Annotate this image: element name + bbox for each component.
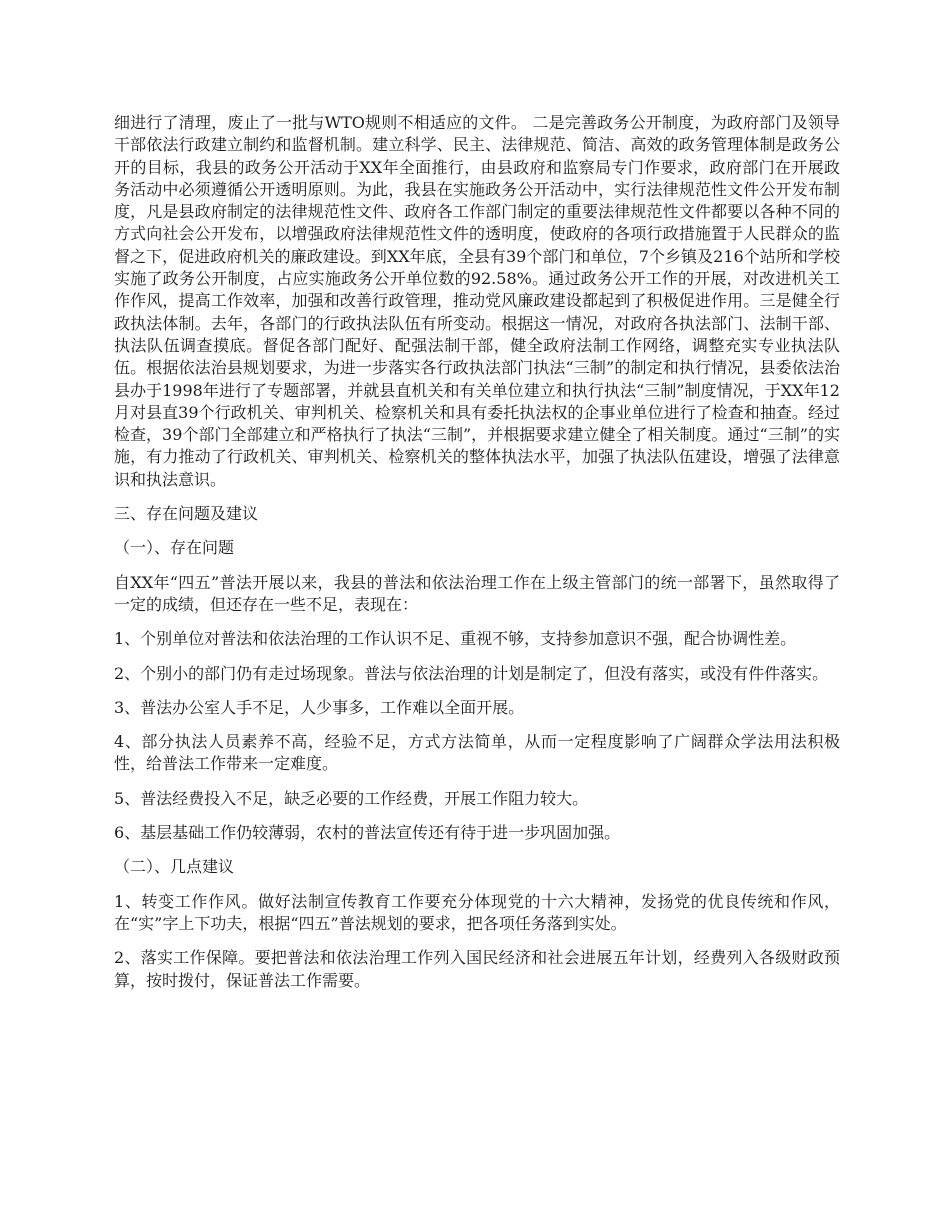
list-item: 6、基层基础工作仍较薄弱，农村的普法宣传还有待于进一步巩固加强。 bbox=[114, 823, 621, 843]
subsection-heading: （二）、几点建议 bbox=[114, 857, 235, 877]
list-item: 2、个别小的部门仍有走过场现象。普法与依法治理的计划是制定了，但没有落实，或没有件件落实。 bbox=[114, 663, 829, 683]
list-item: 1、转变工作作风。做好法制宣传教育工作要充分体现党的十六大精神，发扬党的优良传统和作风，在“实”字上下功夫，根据“四五”普法规划的要求，把各项任务落到实处。 bbox=[114, 891, 840, 933]
section-heading: 三、存在问题及建议 bbox=[114, 504, 259, 524]
list-item: 5、普法经费投入不足，缺乏必要的工作经费，开展工作阻力较大。 bbox=[114, 788, 589, 808]
body-paragraph: 自XX年“四五”普法开展以来，我县的普法和依法治理工作在上级主管部门的统一部署下，虽然取得了一定的成绩，但还存在一些不足，表现在： bbox=[114, 572, 840, 614]
list-item: 4、部分执法人员素养不高，经验不足，方式方法简单，从而一定程度影响了广阔群众学法用法积极性，给普法工作带来一定难度。 bbox=[114, 732, 840, 774]
list-item: 3、普法办公室人手不足，人少事多，工作难以全面开展。 bbox=[114, 697, 525, 717]
list-item: 2、落实工作保障。要把普法和依法治理工作列入国民经济和社会进展五年计划，经费列入各级财政预算，按时拨付，保证普法工作需要。 bbox=[114, 948, 840, 990]
body-paragraph: 细进行了清理，废止了一批与WTO规则不相适应的文件。 二是完善政务公开制度，为政府部门及领导干部依法行政建立制约和监督机制。建立科学、民主、法律规范、简洁、高效的政务管理体制是政务公开的目标，我县的政务公开活动于XX年全面推行，由县政府和监察局专门作要求，政府部门在开展政务活动中必须遵循公开透明原则。为此，我县在实施政务公开活动中，实行法律规范性文件公开发布制度，凡是县政府制定的法律规范性文件、政府各工作部门制定的重要法律规范性文件都要以各种不同的方式向社会公开发布，以增强政府法律规范性文件的透明度，使政府的各项行政措施置于人民群众的监督之下，促进政府机关的廉政建设。到XX年底，全县有39个部门和单位，7个乡镇及216个站所和学校实施了政务公开制度，占应实施政务公开单位数的92.58%。通过政务公开工作的开展，对改进机关工作作风，提高工作效率，加强和改善行政管理，推动党风廉政建设都起到了积极促进作用。三是健全行政执法体制。去年，各部门的行政执法队伍有所变动。根据这一情况，对政府各执法部门、法制干部、执法队伍调查摸底。督促各部门配好、配强法制干部，健全政府法制工作网络，调整充实专业执法队伍。根据依法治县规划要求，为进一步落实各行政执法部门执法“三制”的制定和执行情况，县委依法治县办于1998年进行了专题部署，并就县直机关和有关单位建立和执行执法“三制”制度情况，于XX年12月对县直39个行政机关、审判机关、检察机关和具有委托执法权的企事业单位进行了检查和抽查。经过检查，39个部门全部建立和严格执行了执法“三制”，并根据要求建立健全了相关制度。通过“三制”的实施，有力推动了行政机关、审判机关、检察机关的整体执法水平，加强了执法队伍建设，增强了法律意识和执法意识。 bbox=[114, 113, 840, 489]
document-body bbox=[114, 112, 840, 1004]
list-item: 1、个别单位对普法和依法治理的工作认识不足、重视不够，支持参加意识不强，配合协调性差。 bbox=[114, 629, 797, 649]
subsection-heading: （一）、存在问题 bbox=[114, 538, 235, 558]
